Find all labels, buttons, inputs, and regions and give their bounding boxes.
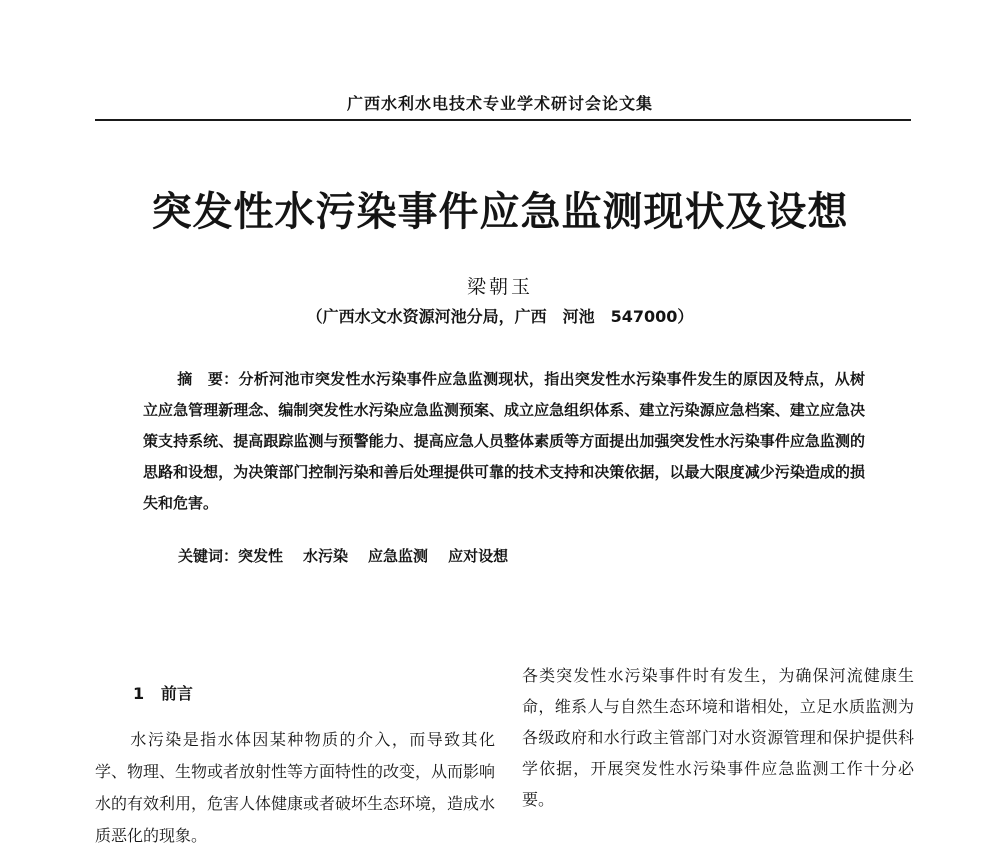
abstract-label: 摘 要： (177, 370, 239, 388)
abstract (143, 364, 865, 519)
keyword-item: 突发性 (238, 547, 284, 565)
right-column-paragraph: 各类突发性水污染事件时有发生，为确保河流健康生命，维系人与自然生态环境和谐相处，立足水质监测为各级政府和水行政主管部门对水资源管理和保护提供科学依据，开展突发性水污染事件应急监测工作十分必要。 (522, 666, 914, 809)
keywords (178, 545, 528, 566)
paper-title: 突发性水污染事件应急监测现状及设想 (151, 188, 849, 235)
section-number: 1 (133, 684, 145, 703)
keyword-item: 水污染 (303, 547, 349, 565)
author-affiliation: （广西水文水资源河池分局，广西 河池 547000） (306, 307, 694, 326)
abstract-text: 分析河池市突发性水污染事件应急监测现状，指出突发性水污染事件发生的原因及特点，从树立应急管理新理念、编制突发性水污染应急监测预案、成立应急组织体系、建立污染源应急档案、建立应急决策支持系统、提高跟踪监测与预警能力、提高应急人员整体素质等方面提出加强突发性水污染事件应急监测的思路和设想，为决策部门控制污染和善后处理提供可靠的技术支持和决策依据，以最大限度减少污染造成的损失和危害。 (143, 370, 865, 512)
section-title: 前言 (160, 684, 193, 703)
section-heading (133, 681, 193, 704)
author-name: 梁朝玉 (466, 276, 533, 298)
header-rule (95, 119, 911, 121)
keyword-item: 应急监测 (368, 547, 429, 565)
keyword-item: 应对设想 (448, 547, 509, 565)
keywords-label: 关键词： (178, 547, 239, 565)
running-header: 广西水利水电技术专业学术研讨会论文集 (346, 94, 653, 113)
left-column-paragraph (95, 724, 495, 852)
left-column-text: 水污染是指水体因某种物质的介入，而导致其化学、物理、生物或者放射性等方面特性的改变，从而影响水的有效利用，危害人体健康或者破坏生态环境，造成水质恶化的现象。 (95, 730, 496, 845)
